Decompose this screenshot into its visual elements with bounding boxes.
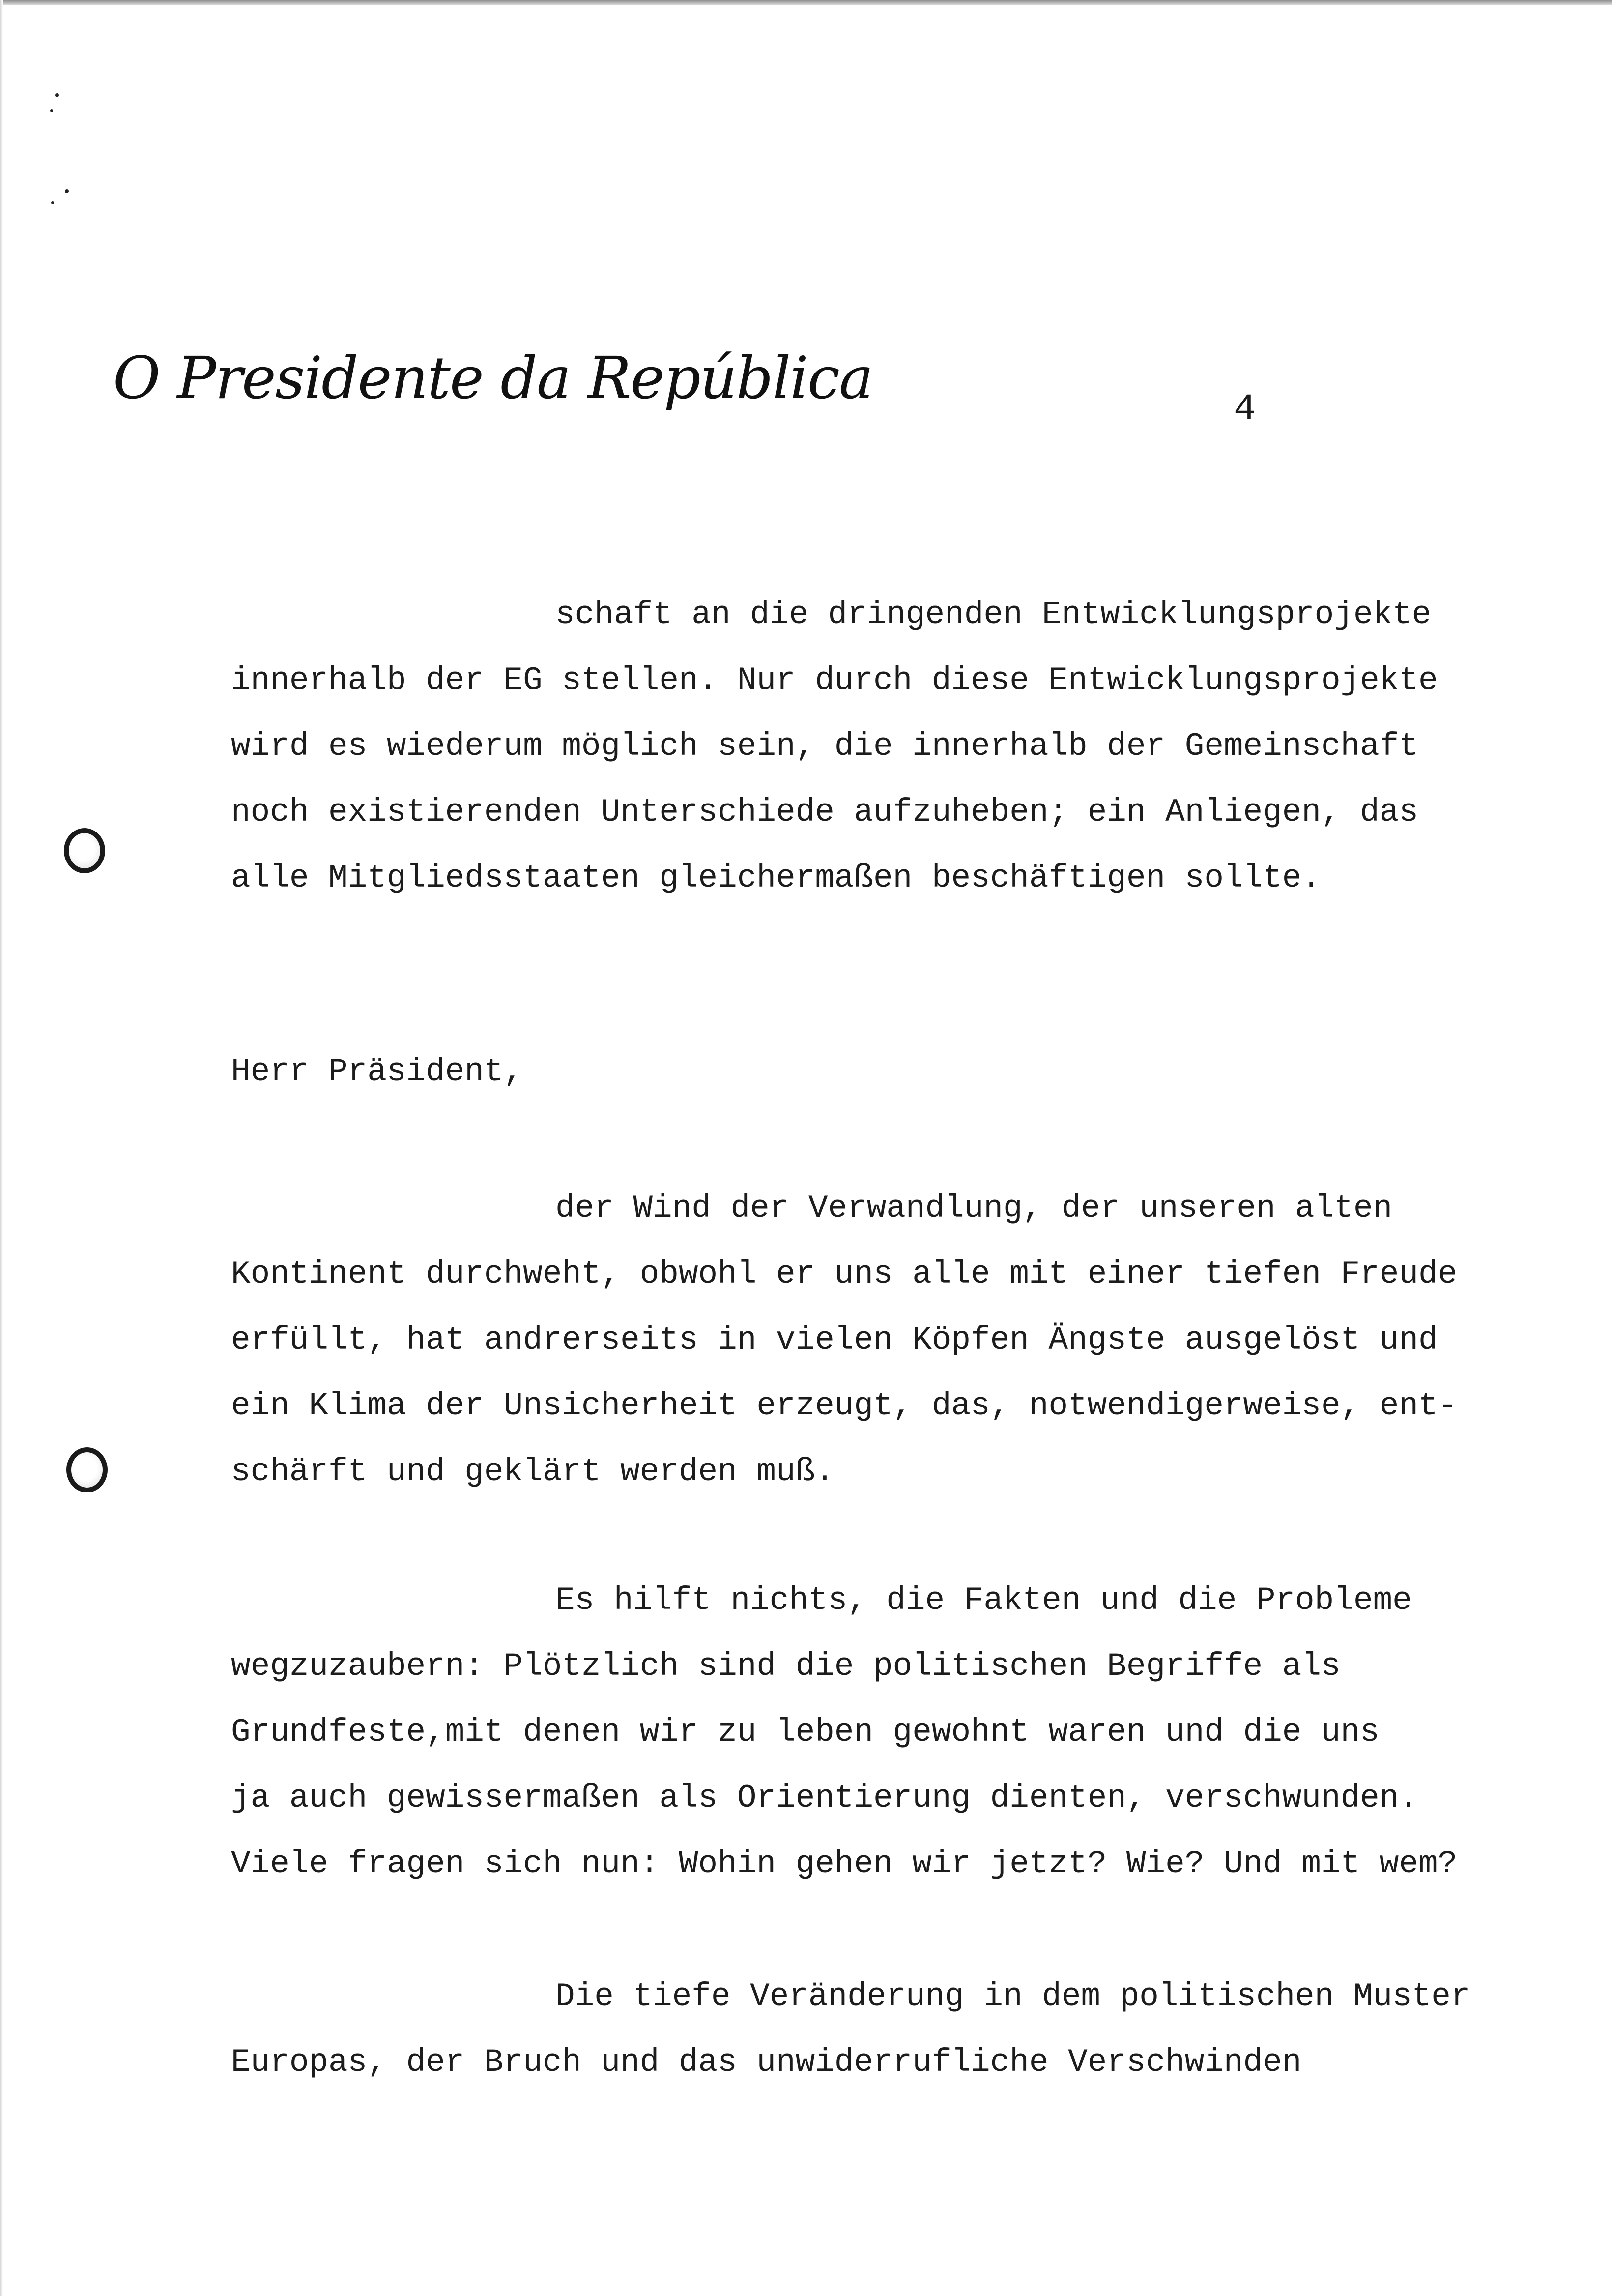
paragraph-3-line: Grundfeste,mit denen wir zu leben gewohnt waren und die uns (231, 1714, 1380, 1751)
paragraph-2-line: Kontinent durchweht, obwohl er uns alle mit einer tiefen Freude (231, 1256, 1458, 1292)
paragraph-2-line: erfüllt, hat andrerseits in vielen Köpfen Ängste ausgelöst und (231, 1321, 1438, 1358)
paragraph-1-line: alle Mitgliedsstaaten gleichermaßen beschäftigen sollte. (231, 860, 1321, 896)
scan-speck (50, 109, 53, 112)
scan-speck (65, 189, 69, 193)
paragraph-1-line: noch existierenden Unterschiede aufzuheben; ein Anliegen, das (231, 794, 1418, 831)
paragraph-1-line: innerhalb der EG stellen. Nur durch diese Entwicklungsprojekte (231, 662, 1438, 699)
salutation: Herr Präsident, (231, 1053, 523, 1090)
paragraph-3-line: Viele fragen sich nun: Wohin gehen wir jetzt? Wie? Und mit wem? (231, 1845, 1458, 1882)
paragraph-4-line: Europas, der Bruch und das unwiderrufliche Verschwinden (231, 2044, 1302, 2081)
page-number: 4 (1234, 388, 1256, 430)
scan-top-edge (0, 0, 1612, 5)
paragraph-2-line: ein Klima der Unsicherheit erzeugt, das, notwendigerweise, ent- (231, 1387, 1458, 1424)
paragraph-4-line: Die tiefe Veränderung in dem politischen Muster (555, 1978, 1470, 2015)
scan-speck (51, 201, 54, 204)
paragraph-1-line: schaft an die dringenden Entwicklungsprojekte (555, 596, 1432, 633)
scan-speck (55, 93, 59, 97)
paragraph-3-line: ja auch gewissermaßen als Orientierung dienten, verschwunden. (231, 1779, 1418, 1816)
punch-hole (66, 1447, 108, 1492)
scan-left-edge (0, 0, 3, 2296)
paragraph-1-line: wird es wiederum möglich sein, die innerhalb der Gemeinschaft (231, 728, 1418, 765)
paragraph-3-line: Es hilft nichts, die Fakten und die Probleme (555, 1582, 1412, 1619)
paragraph-3-line: wegzuzaubern: Plötzlich sind die politischen Begriffe als (231, 1648, 1341, 1685)
punch-hole (64, 828, 105, 873)
paragraph-2-line: der Wind der Verwandlung, der unseren alten (555, 1190, 1393, 1227)
letterhead: O Presidente da República (113, 344, 873, 412)
paragraph-2-line: schärft und geklärt werden muß. (231, 1453, 835, 1490)
